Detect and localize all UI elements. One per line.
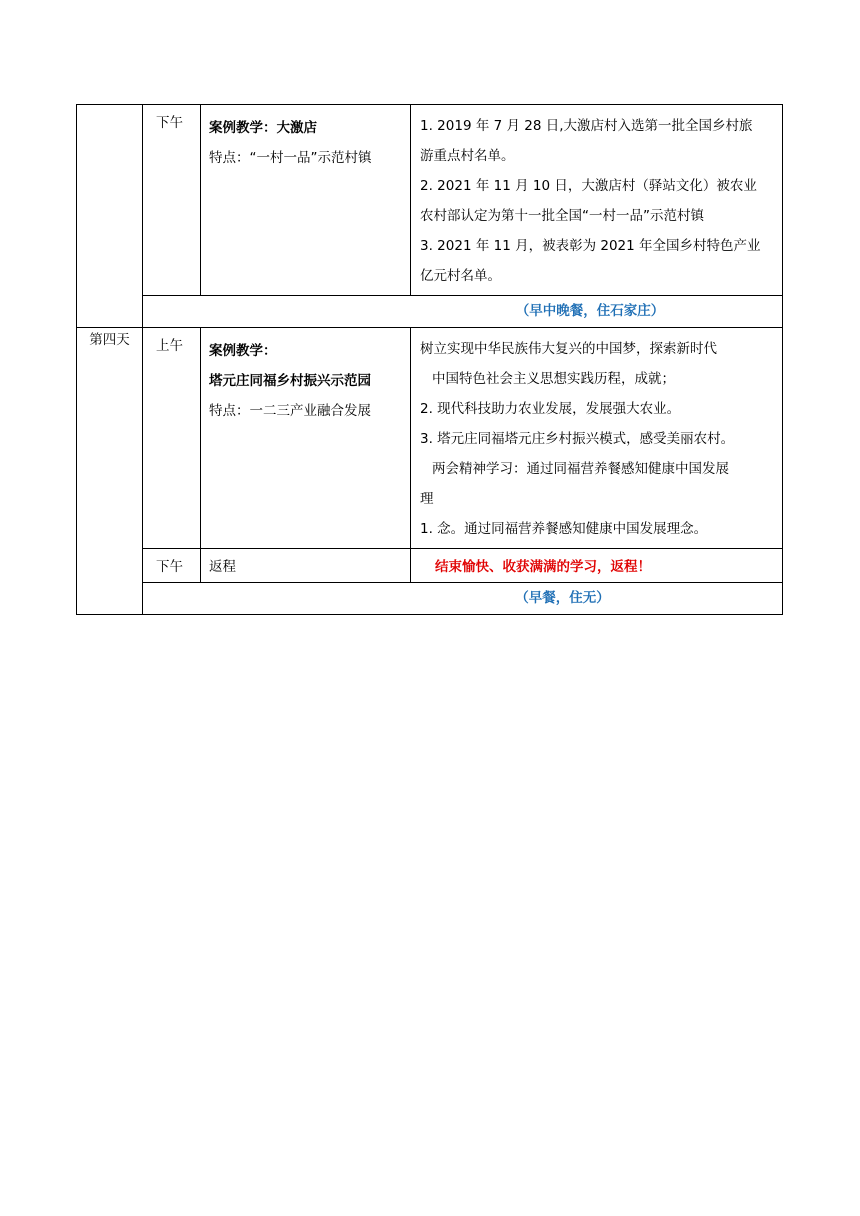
topic-cell xyxy=(201,328,411,549)
closing-note: 结束愉快、收获满满的学习，返程！ xyxy=(435,559,651,575)
detail-cell xyxy=(411,105,783,296)
topic-title: 案例教学： xyxy=(209,343,277,359)
detail-line: 1. 念。通过同福营养餐感知健康中国发展理念。 xyxy=(420,521,708,537)
detail-line: 理 xyxy=(420,491,434,507)
day-label: 第四天 xyxy=(89,332,130,348)
schedule-table xyxy=(76,104,783,615)
meal-note: （早餐，住无） xyxy=(515,590,610,606)
table-row xyxy=(77,549,783,583)
day-cell-empty xyxy=(77,105,143,328)
topic-cell: 返程 xyxy=(201,549,411,583)
day-cell xyxy=(77,328,143,615)
time-cell: 上午 xyxy=(143,328,201,549)
topic-feature: 特点：“一村一品”示范村镇 xyxy=(209,150,372,166)
detail-line: 3. 2021 年 11 月，被表彰为 2021 年全国乡村特色产业 xyxy=(420,238,761,254)
detail-line: 2. 现代科技助力农业发展，发展强大农业。 xyxy=(420,401,681,417)
topic-subtitle: 塔元庄同福乡村振兴示范园 xyxy=(209,373,371,389)
meal-note-cell xyxy=(143,296,783,328)
detail-line: 2. 2021 年 11 月 10 日，大激店村（驿站文化）被农业 xyxy=(420,178,757,194)
table-row xyxy=(77,296,783,328)
meal-note-cell xyxy=(143,583,783,615)
time-cell: 下午 xyxy=(143,105,201,296)
topic-title: 案例教学：大激店 xyxy=(209,120,317,136)
topic-cell xyxy=(201,105,411,296)
detail-line: 游重点村名单。 xyxy=(420,148,515,164)
topic-feature: 特点：一二三产业融合发展 xyxy=(209,403,371,419)
detail-line: 中国特色社会主义思想实践历程，成就； xyxy=(432,371,675,387)
detail-line: 农村部认定为第十一批全国“一村一品”示范村镇 xyxy=(420,208,704,224)
detail-line: 两会精神学习：通过同福营养餐感知健康中国发展 xyxy=(432,461,729,477)
detail-line: 树立实现中华民族伟大复兴的中国梦，探索新时代 xyxy=(420,341,717,357)
meal-note: （早中晚餐，住石家庄） xyxy=(515,303,665,319)
table-row xyxy=(77,583,783,615)
detail-line: 亿元村名单。 xyxy=(420,268,501,284)
detail-line: 1. 2019 年 7 月 28 日,大激店村入选第一批全国乡村旅 xyxy=(420,118,753,134)
table-row xyxy=(77,328,783,549)
detail-line: 3. 塔元庄同福塔元庄乡村振兴模式，感受美丽农村。 xyxy=(420,431,735,447)
detail-cell xyxy=(411,549,783,583)
detail-cell xyxy=(411,328,783,549)
time-cell: 下午 xyxy=(143,549,201,583)
table-row xyxy=(77,105,783,296)
